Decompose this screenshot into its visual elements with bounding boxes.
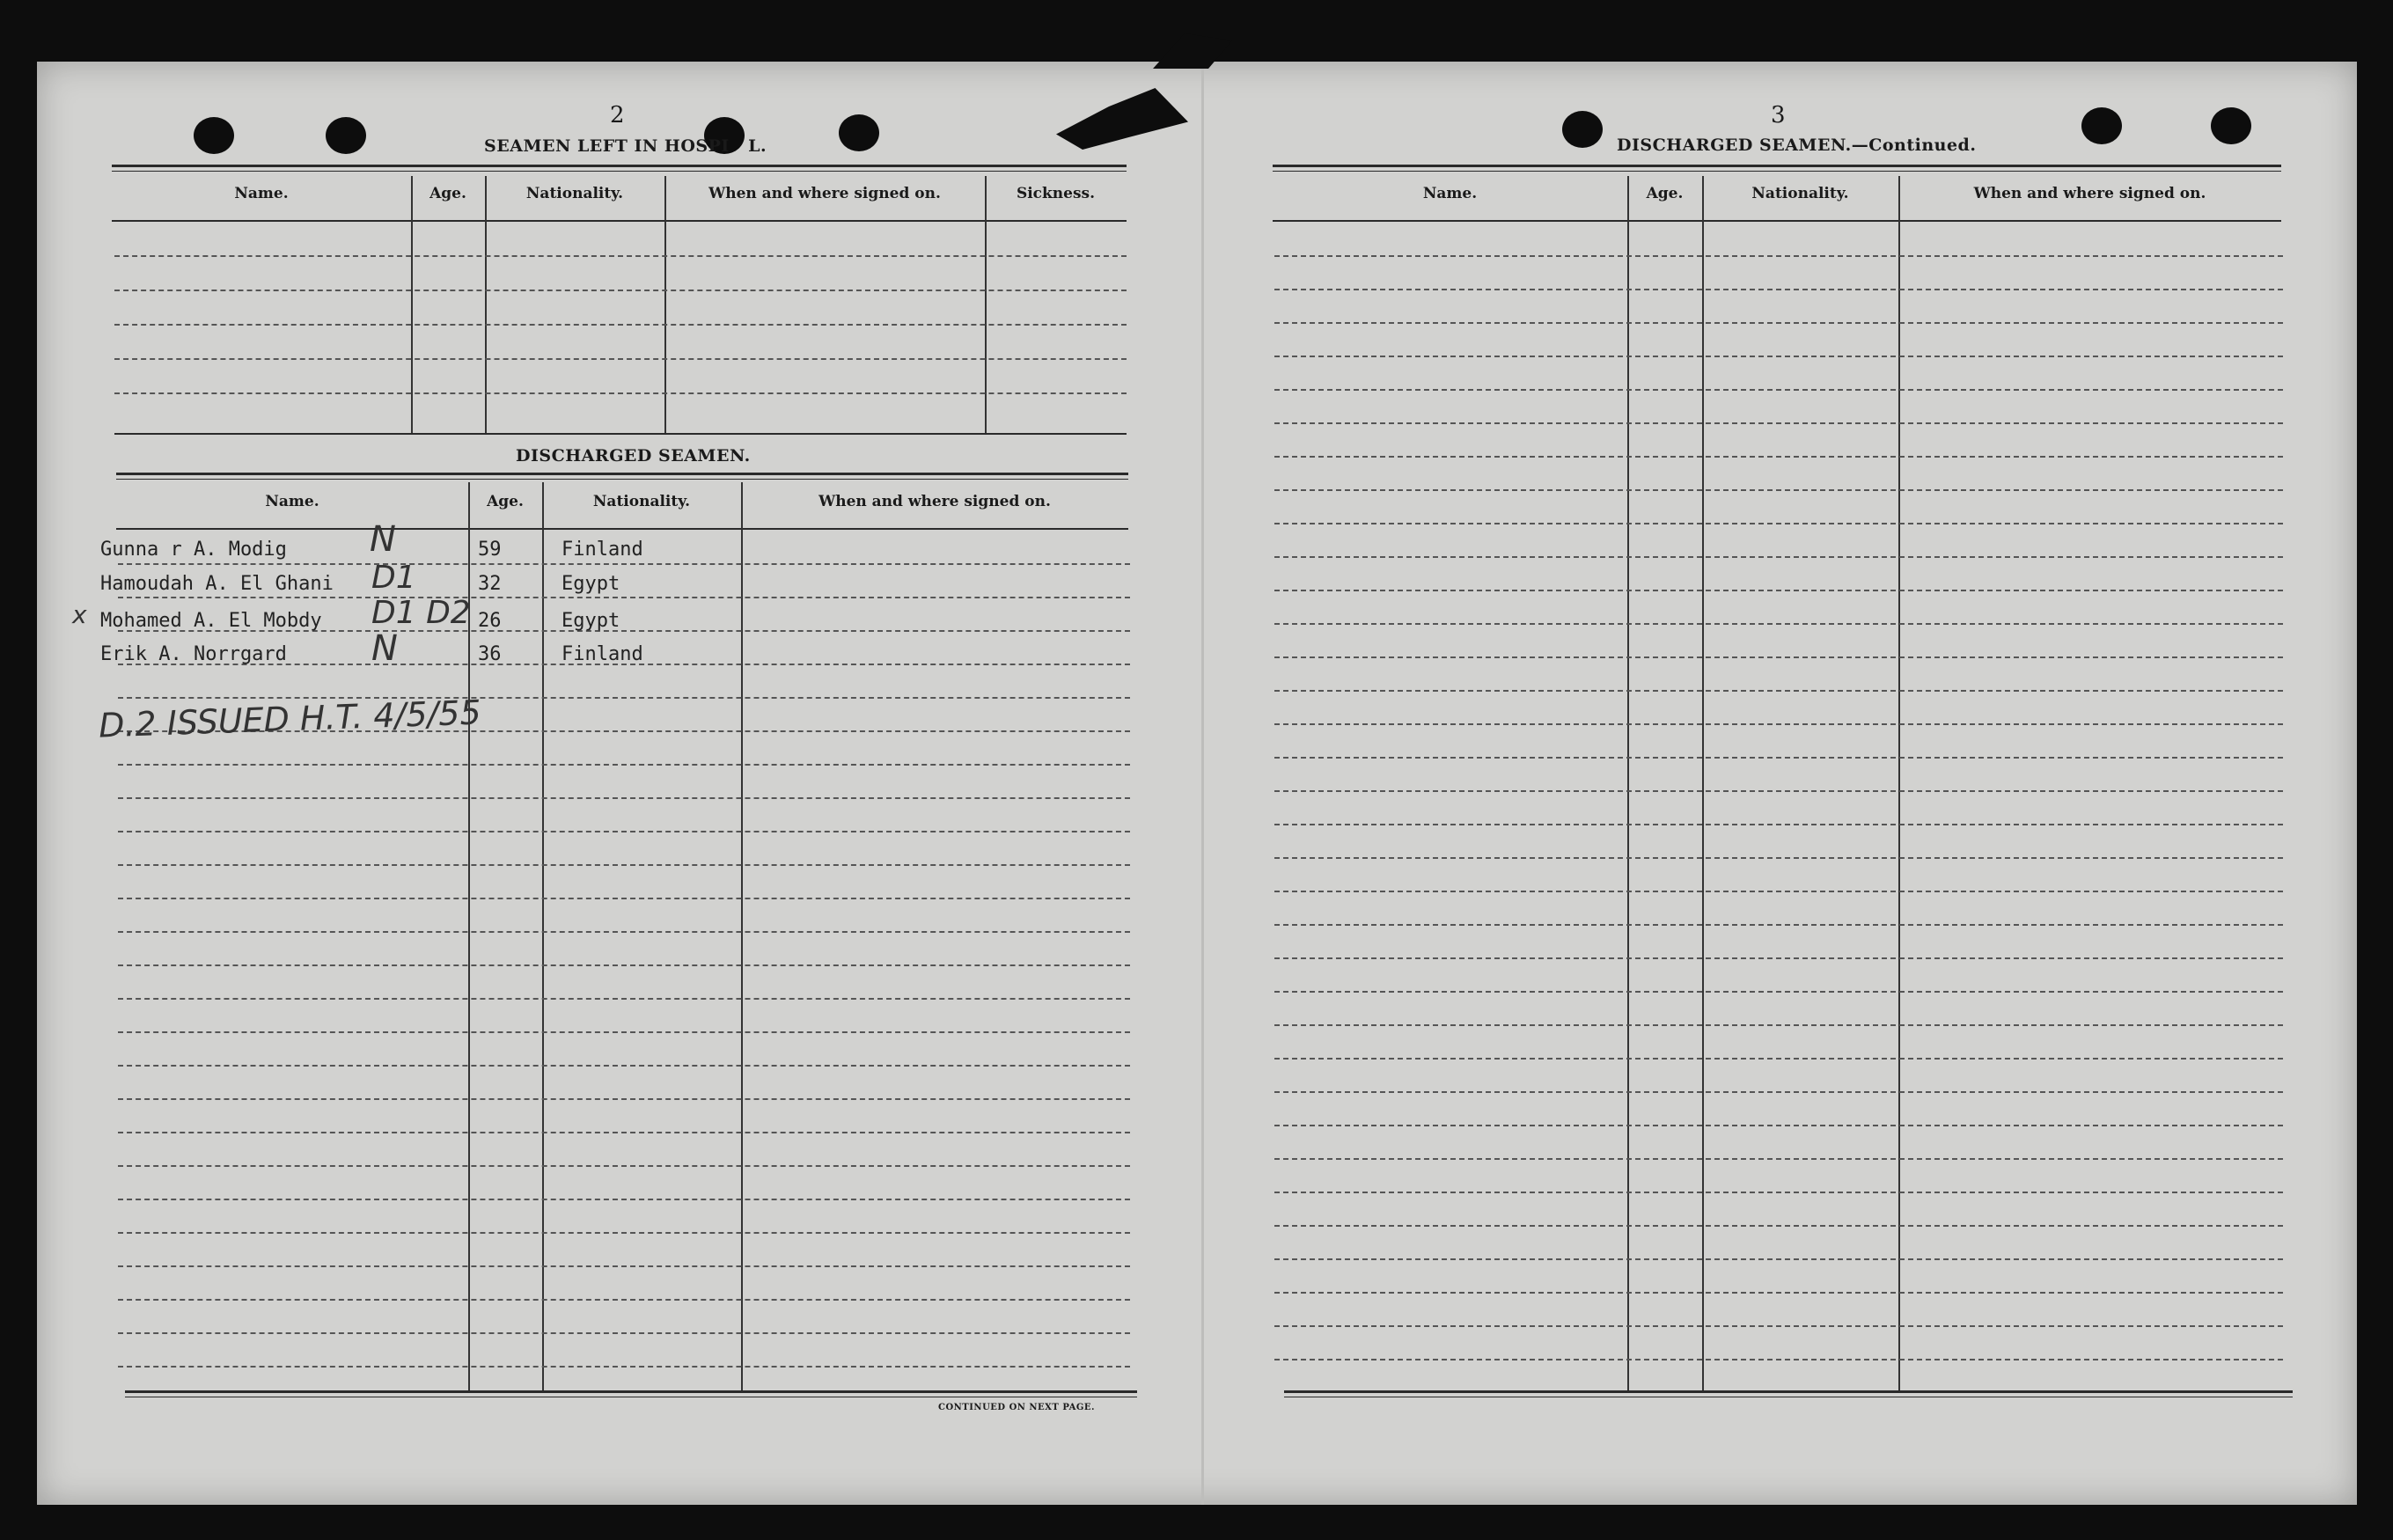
column-header-signed-on: When and where signed on.	[1973, 185, 2206, 202]
ruled-line	[118, 1031, 1130, 1033]
punch-hole	[1562, 111, 1603, 148]
column-divider	[741, 482, 743, 1390]
ruled-line	[118, 1132, 1130, 1133]
hospital-section-title: SEAMEN LEFT IN HOSPI L.	[484, 136, 767, 156]
entry-age: 32	[478, 573, 502, 595]
ruled-line	[1274, 1325, 2283, 1327]
ruled-line	[1274, 790, 2283, 792]
entry-name: Hamoudah A. El Ghani	[100, 573, 334, 595]
ruled-line	[1274, 1192, 2283, 1193]
column-header-sickness: Sickness.	[1016, 185, 1096, 202]
entry-mark: N	[371, 628, 398, 669]
ruled-line	[118, 697, 1130, 699]
entry-mark: D1 D2	[371, 595, 471, 631]
ruled-line	[114, 290, 1127, 291]
ruled-line	[114, 358, 1127, 360]
column-divider	[411, 176, 413, 433]
column-header-signed-on: When and where signed on.	[818, 493, 1051, 510]
ruled-line	[1274, 723, 2283, 725]
column-header-name: Name.	[234, 185, 289, 202]
entry-nationality: Finland	[562, 643, 643, 665]
ruled-line	[118, 1065, 1130, 1067]
ruled-line	[1274, 1024, 2283, 1026]
punch-hole	[839, 114, 879, 151]
ruled-line	[1274, 389, 2283, 391]
column-header-nationality: Nationality.	[525, 185, 624, 202]
header-rule	[1273, 220, 2281, 222]
ruled-line	[114, 392, 1127, 394]
ruled-line	[1274, 623, 2283, 625]
ruled-line	[118, 563, 1130, 565]
column-divider	[542, 482, 544, 1390]
column-header-age: Age.	[487, 493, 524, 510]
ruled-line	[118, 764, 1130, 766]
ruled-line	[114, 324, 1127, 326]
entry-name: Gunna r A. Modig	[100, 539, 287, 561]
ruled-line	[1274, 422, 2283, 424]
ruled-line	[1274, 590, 2283, 591]
ruled-line	[1274, 322, 2283, 324]
column-header-age: Age.	[429, 185, 466, 202]
ruled-line	[1274, 289, 2283, 290]
section-rule	[1284, 1390, 2293, 1397]
ruled-line	[1274, 757, 2283, 759]
ruled-line	[118, 1199, 1130, 1200]
ruled-line	[118, 964, 1130, 966]
ruled-line	[118, 1265, 1130, 1267]
punch-hole	[194, 117, 234, 154]
column-header-nationality: Nationality.	[592, 493, 691, 510]
entry-age: 59	[478, 539, 502, 561]
ruled-line	[1274, 1292, 2283, 1294]
ruled-line	[118, 831, 1130, 832]
handwritten-note: D.2 ISSUED H.T. 4/5/55	[98, 693, 482, 745]
document-sheet	[37, 62, 2357, 1505]
column-divider	[664, 176, 666, 433]
page-fold	[1201, 62, 1204, 1505]
entry-age: 26	[478, 610, 502, 632]
page-number: 2	[610, 102, 625, 128]
entry-age: 36	[478, 643, 502, 665]
ruled-line	[1274, 255, 2283, 257]
ruled-line	[1274, 991, 2283, 993]
column-header-signed-on: When and where signed on.	[708, 185, 941, 202]
ruled-line	[1274, 556, 2283, 558]
ruled-line	[118, 864, 1130, 866]
continued-note: CONTINUED ON NEXT PAGE.	[938, 1403, 1096, 1412]
header-rule	[116, 528, 1128, 530]
ruled-line	[1274, 523, 2283, 524]
ruled-line	[1274, 1225, 2283, 1227]
entry-name: Mohamed A. El Mobdy	[100, 610, 322, 632]
ruled-line	[118, 998, 1130, 1000]
ruled-line	[1274, 1091, 2283, 1093]
ruled-line	[118, 1232, 1130, 1234]
ruled-line	[118, 1299, 1130, 1301]
ruled-line	[1274, 957, 2283, 959]
punch-hole	[2211, 107, 2251, 144]
ruled-line	[1274, 1359, 2283, 1360]
ruled-line	[118, 1332, 1130, 1334]
section-rule	[1273, 165, 2281, 172]
ruled-line	[1274, 1125, 2283, 1126]
ruled-line	[1274, 857, 2283, 859]
ruled-line	[1274, 356, 2283, 357]
ruled-line	[118, 1098, 1130, 1100]
entry-mark: D1	[371, 560, 416, 596]
section-rule	[116, 473, 1128, 480]
entry-nationality: Finland	[562, 539, 643, 561]
column-divider	[1627, 176, 1629, 1390]
entry-prefix-mark: x	[72, 600, 87, 629]
punch-hole	[326, 117, 366, 154]
ruled-line	[1274, 456, 2283, 458]
ruled-line	[1274, 924, 2283, 926]
punch-hole	[2081, 107, 2122, 144]
section-rule	[112, 165, 1127, 172]
section-rule	[114, 433, 1127, 435]
ruled-line	[118, 597, 1130, 598]
ruled-line	[1274, 690, 2283, 692]
ruled-line	[1274, 656, 2283, 658]
page-number: 3	[1771, 102, 1786, 128]
ruled-line	[118, 931, 1130, 933]
ruled-line	[118, 898, 1130, 899]
entry-nationality: Egypt	[562, 573, 620, 595]
column-header-name: Name.	[265, 493, 319, 510]
section-rule	[125, 1390, 1137, 1397]
ruled-line	[114, 255, 1127, 257]
entry-name: Erik A. Norrgard	[100, 643, 287, 665]
ruled-line	[1274, 1058, 2283, 1060]
ruled-line	[118, 797, 1130, 799]
column-header-age: Age.	[1646, 185, 1684, 202]
entry-nationality: Egypt	[562, 610, 620, 632]
column-header-nationality: Nationality.	[1751, 185, 1849, 202]
column-divider	[1702, 176, 1704, 1390]
column-header-name: Name.	[1422, 185, 1478, 202]
ruled-line	[1274, 1258, 2283, 1260]
ruled-line	[1274, 824, 2283, 825]
ruled-line	[1274, 489, 2283, 491]
header-rule	[112, 220, 1127, 222]
ruled-line	[118, 1366, 1130, 1368]
column-divider	[1898, 176, 1900, 1390]
ruled-line	[118, 1165, 1130, 1167]
column-divider	[485, 176, 487, 433]
discharged-continued-title: DISCHARGED SEAMEN.—Continued.	[1617, 136, 1977, 155]
column-divider	[985, 176, 987, 433]
ruled-line	[1274, 1158, 2283, 1160]
entry-mark: N	[370, 519, 396, 560]
ruled-line	[1274, 891, 2283, 892]
discharged-section-title: DISCHARGED SEAMEN.	[516, 446, 751, 466]
